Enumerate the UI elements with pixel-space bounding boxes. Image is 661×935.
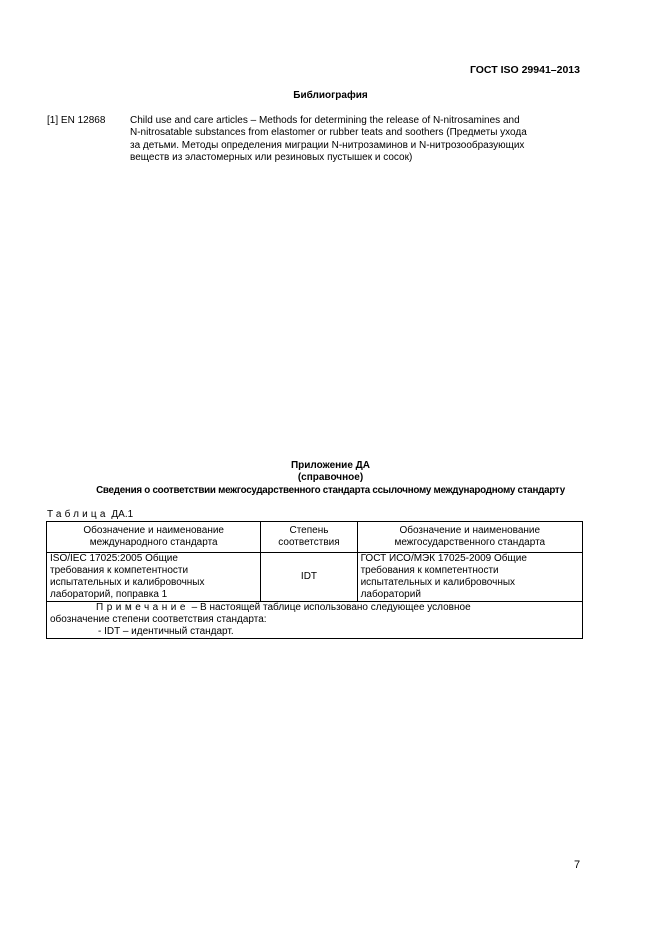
cell-interstate (357, 553, 582, 602)
cell-line: лабораторий, поправка 1 (50, 589, 168, 600)
bibliography-title: Библиография (293, 90, 368, 101)
header-line: Степень (289, 525, 329, 536)
correspondence-table (46, 521, 583, 639)
table-row (47, 553, 583, 602)
annex-title: Приложение ДА (290, 460, 371, 471)
table-caption-number: ДА.1 (111, 509, 134, 520)
annex-type: (справочное) (297, 472, 364, 483)
header-line: соответствия (278, 537, 340, 548)
table-caption-label: Таблица (47, 509, 109, 520)
header-interstate (357, 522, 582, 553)
header-degree (261, 522, 357, 553)
note-line: - IDT – идентичный стандарт. (98, 626, 234, 637)
note-line: обозначение степени соответствия стандарта: (50, 614, 267, 625)
document-number: ГОСТ ISO 29941–2013 (469, 64, 580, 76)
cell-degree: IDT (261, 553, 357, 602)
cell-line: ГОСТ ИСО/МЭК 17025-2009 Общие (360, 553, 527, 564)
cell-line: ISO/IEC 17025:2005 Общие (50, 553, 178, 564)
reference-id: [1] EN 12868 (47, 115, 106, 126)
cell-line: испытательных и калибровочных (50, 577, 205, 588)
table-header-row (47, 522, 583, 553)
header-line: Обозначение и наименование (83, 525, 224, 536)
cell-line: лабораторий (360, 589, 421, 600)
note-text: – В настоящей таблице использовано следующее условное (188, 602, 471, 613)
reference-line: веществ из эластомерных или резиновых пустышек и сосок) (130, 152, 413, 164)
cell-international (47, 553, 261, 602)
header-line: межгосударственного стандарта (394, 537, 546, 548)
reference-text (130, 115, 582, 165)
cell-line: испытательных и калибровочных (360, 577, 516, 588)
header-line: Обозначение и наименование (399, 525, 541, 536)
reference-line: Child use and care articles – Methods for determining the release of N-nitrosamines and (130, 115, 520, 126)
note-label: Примечание (96, 602, 189, 613)
cell-line: требования к компетентности (360, 565, 499, 576)
table-note (47, 602, 583, 639)
table-note-row (47, 602, 583, 639)
header-international (47, 522, 261, 553)
reference-line: N-nitrosatable substances from elastomer or rubber teats and soothers (Предметы ухода (130, 127, 527, 139)
table-caption (47, 509, 133, 520)
annex-heading: Сведения о соответствии межгосударственного стандарта ссылочному международному стандарту (96, 485, 565, 496)
cell-line: требования к компетентности (50, 565, 189, 576)
page-number: 7 (574, 859, 581, 871)
header-line: международного стандарта (89, 537, 218, 548)
reference-line: за детьми. Методы определения миграции N-нитрозаминов и N-нитрозообразующих (130, 139, 525, 151)
note-first-line (50, 602, 579, 614)
